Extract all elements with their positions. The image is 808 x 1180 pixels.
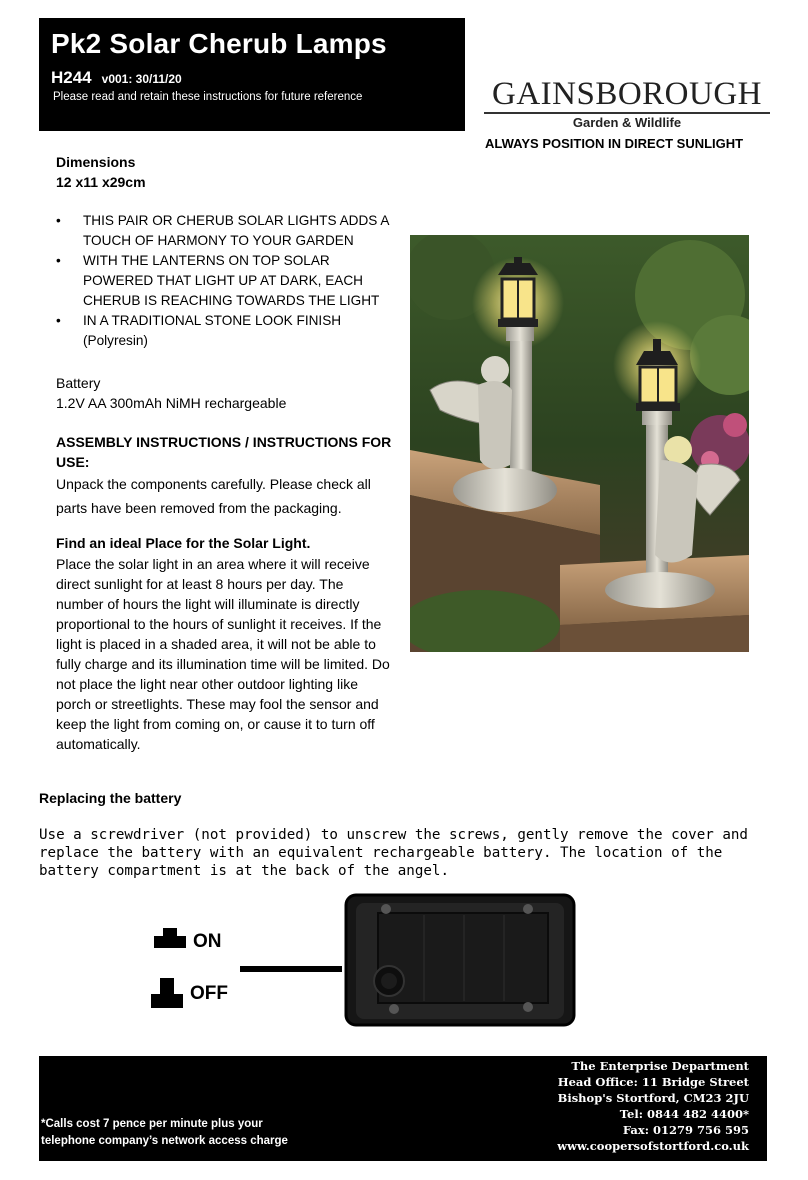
feature-item: • WITH THE LANTERNS ON TOP SOLAR POWERED THAT LIGHT UP AT DARK, EACH CHERUB IS REACHING TOWARDS THE LIGHT: [56, 251, 392, 311]
connector-line: [240, 966, 342, 972]
battery-compartment-image: [344, 893, 576, 1027]
header-box: [39, 18, 465, 131]
retain-note: Please read and retain these instructions for future reference: [53, 91, 363, 103]
replacing-text: Use a screwdriver (not provided) to unscrew the screws, gently remove the cover and replace the battery with an equivalent rechargeable battery. The location of the battery compartment is at the back of the angel.: [39, 827, 748, 879]
dimensions-title: Dimensions: [56, 154, 136, 170]
call-note-line-1: *Calls cost 7 pence per minute plus your: [41, 1118, 263, 1130]
call-cost-note: [41, 1116, 288, 1150]
battery-value: 1.2V AA 300mAh NiMH rechargeable: [56, 395, 287, 411]
assembly-title: ASSEMBLY INSTRUCTIONS / INSTRUCTIONS FOR USE:: [56, 434, 392, 470]
brand-rule: [484, 112, 770, 114]
feature-list: [56, 211, 392, 351]
sunlight-note: ALWAYS POSITION IN DIRECT SUNLIGHT: [485, 136, 744, 151]
assembly-text: Unpack the components carefully. Please check all parts have been removed from the packaging.: [56, 476, 371, 516]
brand-name: GAINSBOROUGH: [491, 76, 763, 112]
switch-off-label: OFF: [190, 983, 228, 1004]
feature-item: • THIS PAIR OR CHERUB SOLAR LIGHTS ADDS A TOUCH OF HARMONY TO YOUR GARDEN: [56, 211, 392, 251]
replacing-title: Replacing the battery: [39, 790, 182, 806]
department-name: The Enterprise Department: [571, 1059, 749, 1073]
placement-title: Find an ideal Place for the Solar Light.: [56, 535, 311, 551]
head-office: Head Office: 11 Bridge Street: [557, 1075, 749, 1089]
product-photo: [410, 235, 749, 652]
website-link[interactable]: www.coopersofstortford.co.uk: [557, 1139, 749, 1153]
placement-text: Place the solar light in an area where it will receive direct sunlight for at least 8 hours per day. The number of hours the light will illuminate is directly proportional to the hours of sunlight it receives. If the light is placed in a shaded area, it will not be able to fully charge and its illumination time will be limited. Do not place the light near other outdoor lighting like porch or streetlights. These may fool the sensor and keep the light from coming on, or cause it to turn off automatically.: [56, 556, 390, 752]
product-code-value: H244: [51, 68, 92, 87]
battery-title: Battery: [56, 375, 101, 391]
telephone: Tel: 0844 482 4400*: [619, 1107, 749, 1121]
switch-on-label: ON: [193, 931, 222, 952]
fax: Fax: 01279 756 595: [622, 1123, 749, 1137]
switch-on-icon: [154, 928, 186, 948]
version-label: v001: 30/11/20: [101, 72, 182, 86]
footer-box: [39, 1056, 767, 1161]
call-note-line-2: telephone company’s network access charge: [41, 1135, 288, 1147]
dimensions-value: 12 x11 x29cm: [56, 174, 146, 190]
feature-item: • IN A TRADITIONAL STONE LOOK FINISH (Polyresin): [56, 311, 392, 351]
product-title: Pk2 Solar Cherub Lamps: [51, 28, 387, 59]
contact-block: [557, 1058, 749, 1154]
brand-logo: [484, 76, 770, 130]
brand-subtitle: Garden & Wildlife: [572, 115, 682, 130]
product-code: [51, 68, 182, 88]
address: Bishop's Stortford, CM23 2JU: [557, 1091, 749, 1105]
switch-off-icon: [151, 978, 183, 1008]
